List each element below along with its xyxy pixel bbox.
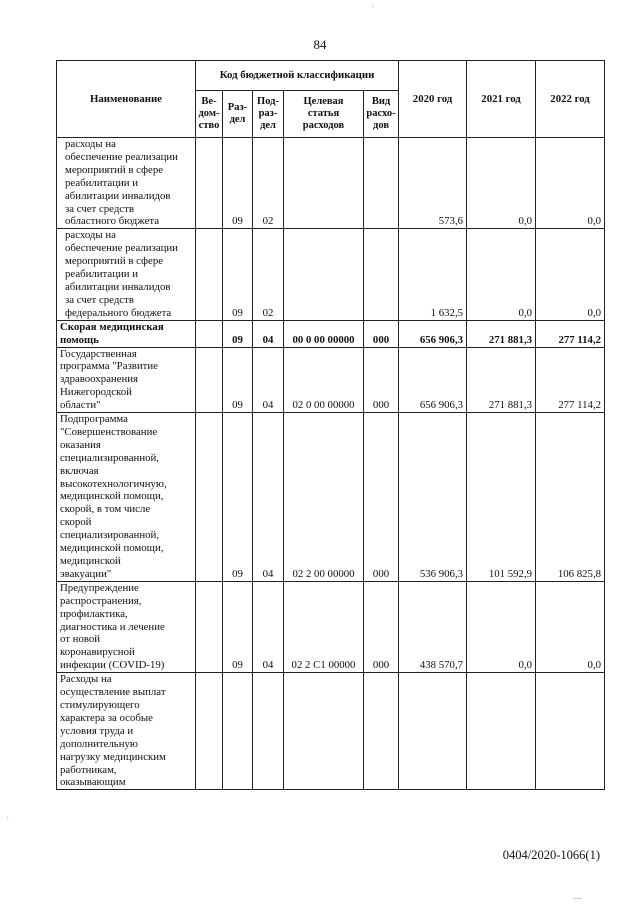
cell-2022 xyxy=(536,673,605,790)
cell-2020: 573,6 xyxy=(399,138,467,229)
cell-razdel: 09 xyxy=(223,320,253,347)
cell-vid-rashodov xyxy=(364,229,399,320)
cell-podrazdel: 02 xyxy=(253,229,284,320)
cell-2021: 0,0 xyxy=(467,229,536,320)
cell-vid-rashodov: 000 xyxy=(364,581,399,672)
cell-2022: 0,0 xyxy=(536,229,605,320)
cell-name: Государственная программа "Развитие здравоохранения Нижегородской области" xyxy=(57,347,196,413)
cell-tselevaya-statya: 02 2 C1 00000 xyxy=(284,581,364,672)
header-name: Наименование xyxy=(57,61,196,138)
page-number: 84 xyxy=(313,37,327,52)
header-budget-code-group: Код бюджетной классификации xyxy=(196,61,399,91)
cell-2020: 438 570,7 xyxy=(399,581,467,672)
cell-tselevaya-statya: 02 0 00 00000 xyxy=(284,347,364,413)
budget-table xyxy=(56,60,605,790)
header-2022: 2022 год xyxy=(536,61,605,138)
cell-name: Предупреждение распространения, профилактика, диагностика и лечение от новой коронавирусной инфекции (COVID-19) xyxy=(57,581,196,672)
cell-vedomstvo xyxy=(196,581,223,672)
cell-2020 xyxy=(399,673,467,790)
cell-vedomstvo xyxy=(196,320,223,347)
margin-mark: ' xyxy=(7,815,9,825)
header-tselevaya-statya: Целевая статья расходов xyxy=(284,91,364,138)
cell-2022: 106 825,8 xyxy=(536,413,605,582)
table-row xyxy=(57,673,605,790)
cell-2021: 0,0 xyxy=(467,581,536,672)
cell-2022: 277 114,2 xyxy=(536,320,605,347)
cell-2020: 1 632,5 xyxy=(399,229,467,320)
header-2020: 2020 год xyxy=(399,61,467,138)
cell-razdel: 09 xyxy=(223,138,253,229)
cell-vid-rashodov: 000 xyxy=(364,413,399,582)
cell-vedomstvo xyxy=(196,347,223,413)
cell-2021: 0,0 xyxy=(467,138,536,229)
cell-vid-rashodov: 000 xyxy=(364,320,399,347)
cell-razdel: 09 xyxy=(223,581,253,672)
header-vid-rashodov: Вид расхо- дов xyxy=(364,91,399,138)
cell-vedomstvo xyxy=(196,413,223,582)
cell-razdel: 09 xyxy=(223,229,253,320)
cell-2022: 277 114,2 xyxy=(536,347,605,413)
cell-podrazdel: 02 xyxy=(253,138,284,229)
cell-razdel: 09 xyxy=(223,347,253,413)
table-row xyxy=(57,581,605,672)
cell-name: расходы на обеспечение реализации мероприятий в сфере реабилитации и абилитации инвалидов за счет средств федерального бюджета xyxy=(57,229,196,320)
cell-razdel xyxy=(223,673,253,790)
margin-mark: ' xyxy=(372,4,374,14)
table-row xyxy=(57,138,605,229)
cell-tselevaya-statya xyxy=(284,673,364,790)
cell-vedomstvo xyxy=(196,138,223,229)
cell-vid-rashodov: 000 xyxy=(364,347,399,413)
header-vedomstvo: Ве- дом- ство xyxy=(196,91,223,138)
cell-2022: 0,0 xyxy=(536,138,605,229)
cell-2020: 536 906,3 xyxy=(399,413,467,582)
cell-vid-rashodov xyxy=(364,138,399,229)
cell-2021 xyxy=(467,673,536,790)
header-2021: 2021 год xyxy=(467,61,536,138)
cell-name: Расходы на осуществление выплат стимулирующего характера за особые условия труда и дополнительную нагрузку медицинским работникам, оказывающим xyxy=(57,673,196,790)
cell-razdel: 09 xyxy=(223,413,253,582)
cell-2021: 271 881,3 xyxy=(467,347,536,413)
cell-2022: 0,0 xyxy=(536,581,605,672)
cell-2020: 656 906,3 xyxy=(399,320,467,347)
cell-tselevaya-statya: 02 2 00 00000 xyxy=(284,413,364,582)
cell-vedomstvo xyxy=(196,673,223,790)
table-row xyxy=(57,229,605,320)
cell-tselevaya-statya xyxy=(284,229,364,320)
table-row xyxy=(57,320,605,347)
table-body xyxy=(57,138,605,790)
cell-tselevaya-statya: 00 0 00 00000 xyxy=(284,320,364,347)
cell-name: Подпрограмма "Совершенствование оказания специализированной, включая высокотехнологичную, медицинской помощи, скорой, в том числе скорой специализированной, медицинской помощи, медицинской эвакуации" xyxy=(57,413,196,582)
cell-tselevaya-statya xyxy=(284,138,364,229)
cell-podrazdel: 04 xyxy=(253,347,284,413)
header-razdel: Раз- дел xyxy=(223,91,253,138)
cell-podrazdel: 04 xyxy=(253,413,284,582)
cell-name: расходы на обеспечение реализации мероприятий в сфере реабилитации и абилитации инвалидов за счет средств областного бюджета xyxy=(57,138,196,229)
cell-vid-rashodov xyxy=(364,673,399,790)
margin-mark: ‒‒ xyxy=(573,893,582,903)
cell-podrazdel: 04 xyxy=(253,581,284,672)
header-podrazdel: Под- раз- дел xyxy=(253,91,284,138)
cell-2021: 271 881,3 xyxy=(467,320,536,347)
cell-podrazdel xyxy=(253,673,284,790)
table-row xyxy=(57,413,605,582)
cell-name: Скорая медицинская помощь xyxy=(57,320,196,347)
cell-vedomstvo xyxy=(196,229,223,320)
cell-2021: 101 592,9 xyxy=(467,413,536,582)
table-row xyxy=(57,347,605,413)
document-code: 0404/2020-1066(1) xyxy=(502,848,600,862)
cell-podrazdel: 04 xyxy=(253,320,284,347)
cell-2020: 656 906,3 xyxy=(399,347,467,413)
